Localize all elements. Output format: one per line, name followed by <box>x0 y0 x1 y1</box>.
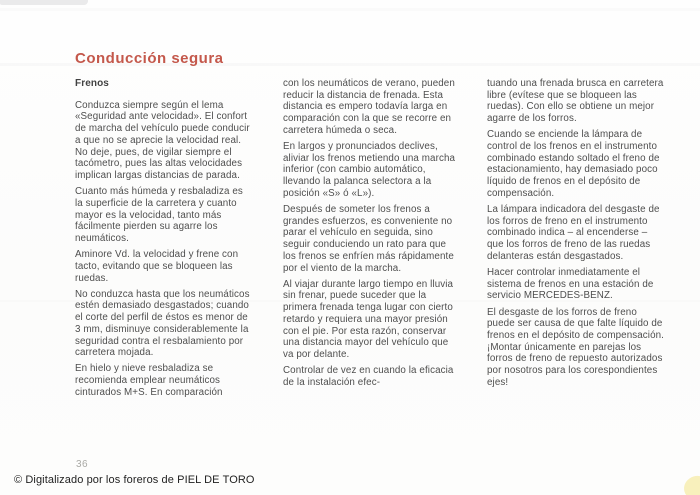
scan-smudge-bottom-right <box>681 473 700 495</box>
paragraph: Cuando se enciende la lámpara de control de los frenos en el instrumento combinado estando soltado el freno de estacionamiento, hay demasiado poco líquido de frenos en el depósito de compensación. <box>487 129 660 199</box>
text-column-1 <box>75 78 252 399</box>
paragraph: Cuanto más húmeda y resbaladiza es la superficie de la carretera y cuanto mayor es la velocidad, tanto más fácilmente pierden su agarre los neumáticos. <box>75 186 243 244</box>
text-column-3 <box>487 78 664 389</box>
paragraph: Aminore Vd. la velocidad y frene con tacto, evitando que se bloqueen las ruedas. <box>75 249 239 284</box>
paragraph: Después de someter los frenos a grandes esfuerzos, es conveniente no parar el vehículo en seguida, sino seguir conduciendo un rato para que los frenos se enfríen más rápidamente por el viento de la marcha. <box>283 204 454 274</box>
text-column-2 <box>283 78 460 389</box>
paragraph: Controlar de vez en cuando la eficacia de la instalación efec- <box>283 365 454 388</box>
scan-streak <box>0 8 700 11</box>
digitization-watermark: © Digitalizado por los foreros de PIEL DE TORO <box>14 474 255 486</box>
paragraph: En hielo y nieve resbaladiza se recomienda emplear neumáticos cinturados M+S. En comparación <box>75 363 223 398</box>
paragraph: con los neumáticos de verano, pueden reducir la distancia de frenada. Esta distancia es empero todavía larga en comparación con la que se recorre en carretera húmeda o seca. <box>283 78 455 136</box>
paragraph: La lámpara indicadora del desgaste de los forros de freno en el instrumento combinado indica – al encenderse – que los forros de freno de las ruedas delanteras están desgastados. <box>487 204 660 262</box>
paragraph: Al viajar durante largo tiempo en lluvia sin frenar, puede suceder que la primera frenada tenga lugar con cierto retardo y requiera una mayor presión con el pie. Por esta razón, conservar una distancia mayor del vehículo que va por delante. <box>283 278 454 360</box>
paragraph: El desgaste de los forros de freno puede ser causa de que falte líquido de frenos en el depósito de compensación. ¡Montar únicamente en parejas los forros de freno de repuesto autorizados por nosotros para los corespondientes ejes! <box>487 306 664 388</box>
section-heading-frenos: Frenos <box>75 78 109 89</box>
paragraph: No conduzca hasta que los neumáticos estén demasiado desgastados; cuando el corte del perfil de éstos es menor de 3 mm, disminuye considerablemente la seguridad contra el resbalamiento por carretera mojada. <box>75 288 250 359</box>
paragraph: En largos y pronunciados declives, aliviar los frenos metiendo una marcha inferior (con cambio automático, llevando la palanca selectora a la posición «S» ó «L»). <box>283 141 456 199</box>
paragraph: Hacer controlar inmediatamente el sistema de frenos en una estación de servicio MERCEDES-BENZ. <box>487 267 654 302</box>
page-title: Conducción segura <box>75 50 224 68</box>
paragraph: tuando una frenada brusca en carretera libre (evítese que se bloqueen las ruedas). Con ello se obtiene un mejor agarre de los forros. <box>487 78 664 125</box>
paragraph: Conduzca siempre según el lema «Seguridad ante velocidad». El confort de marcha del vehículo puede conducir a que no se aprecie la velocidad real. No deje, pues, de vigilar siempre el tacómetro, pues las altas velocidades implican largas distancias de parada. <box>75 99 250 181</box>
page-number: 36 <box>76 459 89 470</box>
scan-smudge-top-left <box>0 0 88 5</box>
